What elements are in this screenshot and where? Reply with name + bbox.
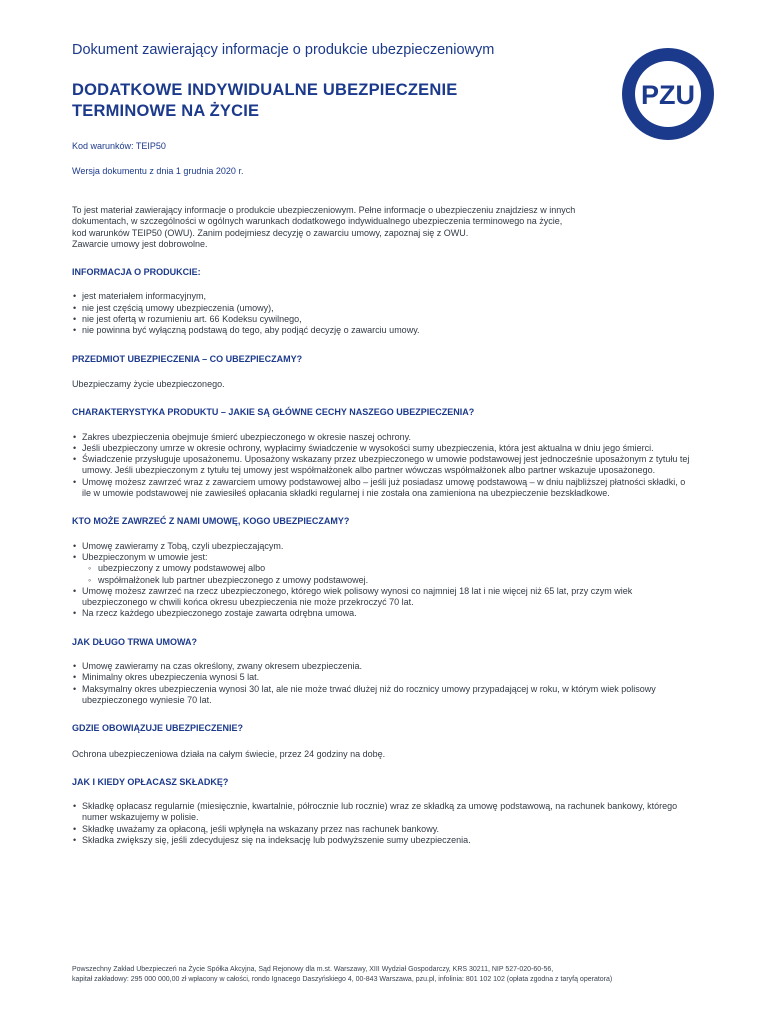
- who-list: [72, 541, 692, 620]
- list-item: • Maksymalny okres ubezpieczenia wynosi 30 lat, ale nie może trwać dłużej niż do rocznicy umowy przypadającej w roku, w którym wiek polisowy ubezpieczonego wyniesie 70 lat.: [72, 684, 692, 707]
- list-item: • Umowę możesz zawrzeć na rzecz ubezpieczonego, którego wiek polisowy wynosi co najmniej 18 lat i nie więcej niż 65 lat, przy czym wiek ubezpieczonego w chwili końca okresu ubezpieczenia nie może przekroczyć 70 lat.: [72, 586, 692, 609]
- list-item: • Umowę możesz zawrzeć wraz z zawarciem umowy podstawowej albo – jeśli już posiadasz umowę podstawową – w dniu najbliższej płatności składki, o ile w umowie podstawowej nie zawiesiłeś opłacania składki regularnej i nie została ona zamieniona na ubezpieczenie bezskładkowe.: [72, 477, 692, 500]
- list-item: • Minimalny okres ubezpieczenia wynosi 5 lat.: [72, 672, 692, 683]
- list-item: • Składkę uważamy za opłaconą, jeśli wpłynęła na wskazany przez nas rachunek bankowy.: [72, 824, 692, 835]
- footer-line: Powszechny Zakład Ubezpieczeń na Życie Spółka Akcyjna, Sąd Rejonowy dla m.st. Warszawy, XIII Wydział Gospodarczy, KRS 30211, NIP 527-020-60-56,: [72, 966, 554, 973]
- list-item-text: Ubezpieczonym w umowie jest:: [82, 551, 208, 562]
- product-title: [72, 80, 592, 122]
- list-item: • Składka zwiększy się, jeśli zdecydujesz się na indeksację lub podwyższenie sumy ubezpieczenia.: [72, 835, 692, 846]
- sublist-item: ◦ ubezpieczony z umowy podstawowej albo: [82, 563, 692, 574]
- intro-line: To jest materiał zawierający informacje o produkcie ubezpieczeniowym. Pełne informacje o ubezpieczeniu znajdziesz w innych: [72, 205, 576, 215]
- section-heading-subject: PRZEDMIOT UBEZPIECZENIA – CO UBEZPIECZAMY?: [72, 353, 303, 364]
- pzu-logo: [620, 46, 716, 142]
- insured-sublist: [82, 563, 692, 586]
- where-text: Ochrona ubezpieczeniowa działa na całym świecie, przez 24 godziny na dobę.: [72, 748, 386, 759]
- intro-line: dokumentach, w szczególności w ogólnych warunkach dodatkowego indywidualnego ubezpieczenia terminowego na życie,: [72, 216, 563, 227]
- list-item: • jest materiałem informacyjnym,: [72, 291, 692, 302]
- features-list: [72, 432, 692, 500]
- section-heading-duration: JAK DŁUGO TRWA UMOWA?: [72, 636, 197, 647]
- list-item: • Umowę zawieramy z Tobą, czyli ubezpieczającym.: [72, 541, 692, 552]
- list-item: • Świadczenie przysługuje uposażonemu. Uposażony wskazany przez ubezpieczonego w umowie podstawowej jest jednocześnie uposażonym z tytułu tej umowy. Jeśli ubezpieczonym z tytułu tej umowy jest współmałżonek albo partner wówczas współmałżonek albo partner wskazuje uposażonego.: [72, 454, 692, 477]
- intro-paragraph: [72, 205, 692, 250]
- list-item: • Składkę opłacasz regularnie (miesięcznie, kwartalnie, półrocznie lub rocznie) wraz ze składką za umowę podstawową, na rachunek bankowy, którego numer wskazujemy w polisie.: [72, 801, 692, 824]
- footer-line: kapitał zakładowy: 295 000 000,00 zł wpłacony w całości, rondo Ignacego Daszyńskiego 4, 00-843 Warszawa, pzu.pl, infolinia: 801 102 102 (opłata zgodna z taryfą operatora): [72, 976, 613, 983]
- conditions-code: Kod warunków: TEIP50: [72, 141, 166, 151]
- section-heading-where: GDZIE OBOWIĄZUJE UBEZPIECZENIE?: [72, 723, 244, 734]
- list-item: • Jeśli ubezpieczony umrze w okresie ochrony, wypłacimy świadczenie w wysokości sumy ubezpieczenia, która jest aktualna w dniu jego śmierci.: [72, 443, 692, 454]
- list-item: • nie powinna być wyłączną podstawą do tego, aby podjąć decyzję o zawarciu umowy.: [72, 325, 692, 336]
- list-item: [72, 552, 692, 586]
- duration-list: [72, 661, 692, 706]
- section-heading-who: KTO MOŻE ZAWRZEĆ Z NAMI UMOWĘ, KOGO UBEZPIECZAMY?: [72, 516, 350, 527]
- product-title-line-1: DODATKOWE INDYWIDUALNE UBEZPIECZENIE: [72, 81, 458, 99]
- product-info-list: [72, 291, 692, 336]
- list-item: • Zakres ubezpieczenia obejmuje śmierć ubezpieczonego w okresie naszej ochrony.: [72, 432, 692, 443]
- logo-lettering: PZU: [641, 80, 695, 110]
- premium-list: [72, 801, 692, 846]
- company-footer: [72, 965, 712, 985]
- subject-text: Ubezpieczamy życie ubezpieczonego.: [72, 378, 225, 389]
- list-item: • Na rzecz każdego ubezpieczonego zostaje zawarta odrębna umowa.: [72, 608, 692, 619]
- section-heading-premium: JAK I KIEDY OPŁACASZ SKŁADKĘ?: [72, 776, 229, 787]
- sublist-item: ◦ współmałżonek lub partner ubezpieczonego z umowy podstawowej.: [82, 575, 692, 586]
- intro-line: kod warunków TEIP50 (OWU). Zanim podejmiesz decyzję o zawarciu umowy, zapoznaj się z OWU.: [72, 227, 469, 238]
- list-item: • nie jest częścią umowy ubezpieczenia (umowy),: [72, 303, 692, 314]
- list-item: • nie jest ofertą w rozumieniu art. 66 Kodeksu cywilnego,: [72, 314, 692, 325]
- document-body: [72, 205, 692, 846]
- section-heading-features: CHARAKTERYSTYKA PRODUKTU – JAKIE SĄ GŁÓWNE CECHY NASZEGO UBEZPIECZENIA?: [72, 407, 475, 418]
- document-version: Wersja dokumentu z dnia 1 grudnia 2020 r.: [72, 166, 244, 176]
- document-type-title: Dokument zawierający informacje o produkcie ubezpieczeniowym: [72, 42, 495, 58]
- list-item: • Umowę zawieramy na czas określony, zwany okresem ubezpieczenia.: [72, 661, 692, 672]
- intro-line: Zawarcie umowy jest dobrowolne.: [72, 238, 208, 249]
- product-title-line-2: TERMINOWE NA ŻYCIE: [72, 102, 260, 120]
- section-heading-product-info: INFORMACJA O PRODUKCIE:: [72, 267, 201, 278]
